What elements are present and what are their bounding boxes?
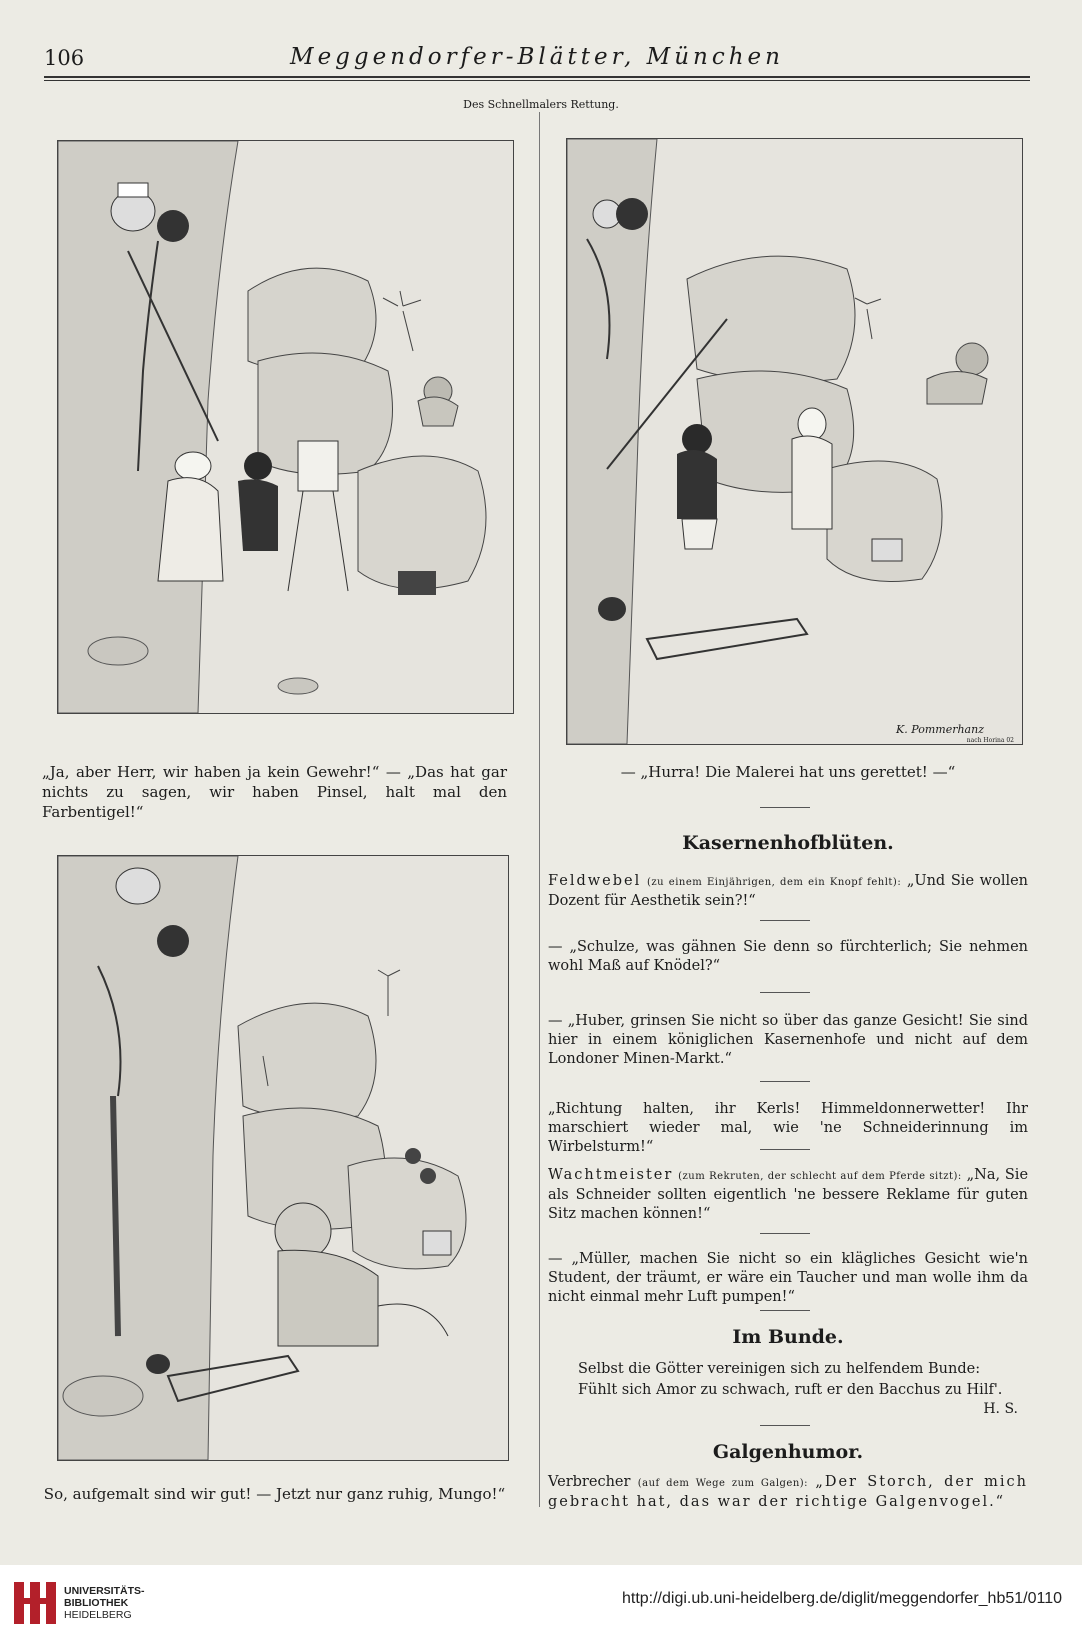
section-title-kasernenhofblueten: Kasernenhofblüten. [682,832,894,854]
separator [760,1149,810,1150]
speaker-wachtmeister: Wachtmeister [548,1167,674,1183]
bunde-line-2: Fühlt sich Amor zu schwach, ruft er den Bacchus zu Hilf'. [578,1382,1003,1398]
separator [760,1425,810,1426]
caption-panel-1: „Ja, aber Herr, wir haben ja kein Gewehr!“ — „Das hat gar nichts zu sagen, wir haben Pinsel, halt mal den Farbentigel!“ [42,763,507,821]
stage-note-galgen: (auf dem Wege zum Galgen): [637,1478,809,1489]
separator [760,920,810,921]
stage-note-1: (zu einem Einjährigen, dem ein Knopf fehlt): [646,877,902,888]
speaker-feldwebel: Feldwebel [548,873,642,889]
kasernen-paragraph-3: — „Huber, grinsen Sie nicht so über das ganze Gesicht! Sie sind hier in einem königlichen Kasernenhofe und nicht auf dem Londoner Minen-Markt.“ [548,1013,1028,1067]
kasernen-paragraph-1 [548,872,1028,911]
separator [760,1081,810,1082]
caption-panel-3: So, aufgemalt sind wir gut! — Jetzt nur ganz ruhig, Mungo!“ [43,1485,506,1503]
speaker-verbrecher: Verbrecher [548,1474,631,1490]
library-footer [0,1565,1082,1642]
header-rule-thin [44,80,1030,81]
kasernen-paragraph-2: — „Schulze, was gähnen Sie denn so fürchterlich; Sie nehmen wohl Maß auf Knödel?“ [548,939,1028,974]
section-title-im-bunde: Im Bunde. [732,1326,844,1348]
comic-panel-1-illustration [58,141,513,713]
separator [760,807,810,808]
quote-1: „Und Sie wollen Dozent für Aesthetik sein?!“ [548,873,1029,909]
comic-panel-2 [566,138,1023,745]
quote-5: „Na, Sie als Schneider sollten eigentlich 'ne bessere Reklame für guten Sitz machen können!“ [548,1167,1029,1222]
comic-panel-3 [57,855,509,1461]
bunde-line-1: Selbst die Götter vereinigen sich zu helfendem Bunde: [578,1361,981,1377]
artist-signature: K. Pommerhanz [896,723,984,736]
section-title-galgenhumor: Galgenhumor. [712,1441,864,1463]
comic-panel-3-illustration [58,856,508,1460]
masthead-title: Meggendorfer-Blätter, München [290,44,784,70]
page-header [44,42,1030,72]
library-name: UNIVERSITÄTS- BIBLIOTHEK HEIDELBERG [64,1585,145,1621]
comic-title: Des Schnellmalers Rettung. [463,98,619,111]
comic-panel-1 [57,140,514,714]
separator [760,1310,810,1311]
separator [760,1233,810,1234]
kasernen-paragraph-5 [548,1166,1028,1224]
separator [760,992,810,993]
column-divider [539,112,540,1507]
comic-panel-2-illustration [567,139,1022,744]
caption-panel-2: — „Hurra! Die Malerei hat uns gerettet! —“ [620,763,956,781]
kasernen-paragraph-6: — „Müller, machen Sie nicht so ein klägliches Gesicht wie'n Student, der träumt, er wäre ein Taucher und man wolle ihm da nicht einmal mehr Luft pumpen!“ [548,1251,1028,1305]
bunde-signature: H. S. [983,1401,1018,1417]
stage-note-5: (zum Rekruten, der schlecht auf dem Pferde sitzt): [678,1171,962,1182]
kasernen-paragraph-4: „Richtung halten, ihr Kerls! Himmeldonnerwetter! Ihr marschiert wieder mal, wie 'ne Schneiderinnung im Wirbelsturm!“ [548,1101,1028,1155]
source-url-link[interactable]: http://digi.ub.uni-heidelberg.de/diglit/meggendorfer_hb51/0110 [621,1590,1062,1607]
page-number: 106 [44,46,85,70]
galgen-paragraph [548,1473,1028,1512]
library-logo-icon [12,1578,58,1628]
header-rule [44,76,1030,78]
artist-signature-note: nach Horina 02 [966,737,1014,744]
quote-galgen: „Der Storch, der mich gebracht hat, das war der richtige Galgenvogel.“ [548,1474,1029,1510]
